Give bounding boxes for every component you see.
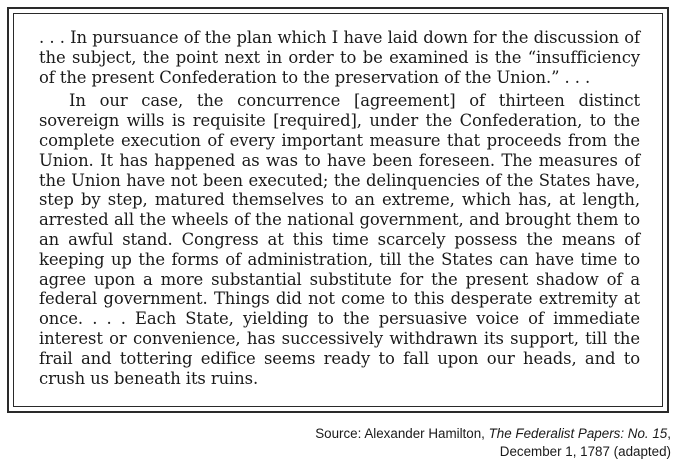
- source-date: December 1, 1787 (adapted): [499, 444, 671, 459]
- source-citation: [111, 425, 671, 461]
- source-title: The Federalist Papers: No. 15: [488, 426, 668, 441]
- excerpt-paragraph-2: In our case, the concurrence [agreement] of thirteen distinct sovereign wills is requisite [required], under the Confederation, to the complete execution of every important measure that proceeds from the Union. It has happened as was to have been foreseen. The measures of the Union have not been executed; the delinquencies of the States have, step by step, matured themselves to an extreme, which has, at length, arrested all the wheels of the national government, and brought them to an awful stand. Congress at this time scarcely possess the means of keeping up the forms of administration, till the States can have time to agree upon a more substantial substitute for the present shadow of a federal government. Things did not come to this desperate extremity at once. . . . Each State, yielding to the persuasive voice of immediate interest or convenience, has successively withdrawn its support, till the frail and tottering edifice seems ready to fall upon our heads, and to crush us beneath its ruins.: [39, 91, 640, 388]
- excerpt-box-inner-border: [13, 13, 663, 407]
- excerpt-box: [7, 7, 669, 413]
- source-line-1: [111, 425, 671, 443]
- excerpt-paragraph-1: . . . In pursuance of the plan which I have laid down for the discussion of the subject, the point next in order to be examined is the “insufficiency of the present Confederation to the preservation of the Union.” . . .: [39, 28, 640, 87]
- source-suffix: ,: [667, 426, 671, 441]
- source-prefix: Source: Alexander Hamilton,: [315, 426, 489, 441]
